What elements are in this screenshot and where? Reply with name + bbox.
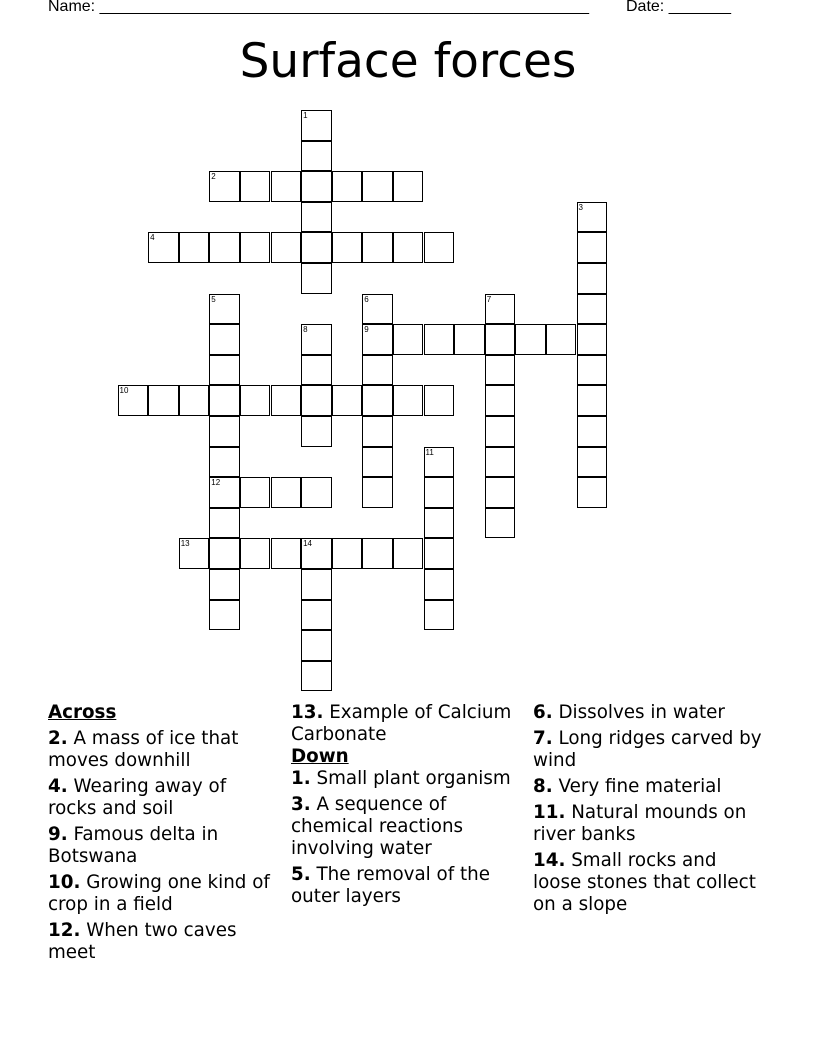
grid-cell[interactable] — [424, 447, 455, 478]
grid-cell[interactable] — [393, 385, 424, 416]
clue-number: 7. — [533, 728, 553, 749]
grid-cell[interactable] — [362, 385, 393, 416]
grid-cell[interactable] — [362, 477, 393, 508]
grid-cell[interactable] — [577, 355, 608, 386]
clue-across-4 — [48, 776, 280, 820]
grid-cell[interactable] — [209, 294, 240, 325]
grid-cell[interactable] — [362, 171, 393, 202]
clues-column-2 — [291, 702, 523, 912]
grid-cell[interactable] — [577, 263, 608, 294]
clue-across-12 — [48, 920, 280, 964]
grid-cell[interactable] — [301, 202, 332, 233]
grid-cell[interactable] — [393, 171, 424, 202]
clue-number: 2. — [48, 728, 68, 749]
grid-cell[interactable] — [271, 171, 302, 202]
grid-cell[interactable] — [301, 232, 332, 263]
grid-cell[interactable] — [240, 385, 271, 416]
cell-number: 3 — [578, 202, 583, 212]
grid-cell[interactable] — [179, 232, 210, 263]
grid-cell[interactable] — [301, 141, 332, 172]
clues-column-3 — [533, 702, 765, 920]
grid-cell[interactable] — [485, 447, 516, 478]
grid-cell[interactable] — [424, 508, 455, 539]
cell-number: 12 — [211, 478, 221, 488]
grid-cell[interactable] — [362, 232, 393, 263]
grid-cell[interactable] — [577, 447, 608, 478]
clue-text: Example of Calcium Carbonate — [291, 702, 512, 745]
grid-cell[interactable] — [424, 232, 455, 263]
clue-down-3 — [291, 794, 523, 860]
grid-cell[interactable] — [179, 538, 210, 569]
grid-cell[interactable] — [301, 600, 332, 631]
grid-cell[interactable] — [301, 110, 332, 141]
grid-cell[interactable] — [424, 600, 455, 631]
clue-down-8 — [533, 776, 765, 798]
grid-cell[interactable] — [301, 416, 332, 447]
clue-text: Famous delta in Botswana — [48, 824, 219, 867]
grid-cell[interactable] — [209, 508, 240, 539]
cell-number: 7 — [486, 294, 492, 304]
grid-cell[interactable] — [362, 447, 393, 478]
grid-cell[interactable] — [485, 477, 516, 508]
grid-cell[interactable] — [271, 232, 302, 263]
grid-cell[interactable] — [424, 477, 455, 508]
grid-cell[interactable] — [209, 569, 240, 600]
grid-cell[interactable] — [209, 538, 240, 569]
grid-cell[interactable] — [301, 661, 332, 692]
clue-number: 10. — [48, 872, 81, 893]
grid-cell[interactable] — [240, 232, 271, 263]
grid-cell[interactable] — [301, 630, 332, 661]
clue-text: When two caves meet — [48, 920, 237, 963]
grid-cell[interactable] — [515, 324, 546, 355]
grid-cell[interactable] — [393, 232, 424, 263]
clue-down-14 — [533, 850, 765, 916]
grid-cell[interactable] — [577, 385, 608, 416]
cell-number: 2 — [211, 172, 216, 182]
across-heading: Across — [48, 702, 117, 723]
grid-cell[interactable] — [424, 324, 455, 355]
grid-cell[interactable] — [362, 324, 393, 355]
clue-number: 1. — [291, 768, 311, 789]
grid-cell[interactable] — [424, 538, 455, 569]
clue-text: Very fine material — [558, 776, 722, 797]
grid-cell[interactable] — [485, 385, 516, 416]
grid-cell[interactable] — [393, 538, 424, 569]
clue-number: 9. — [48, 824, 68, 845]
cell-number: 6 — [364, 294, 369, 304]
cell-number: 8 — [303, 325, 308, 335]
clue-text: Wearing away of rocks and soil — [48, 776, 227, 819]
date-line[interactable]: _______ — [668, 0, 731, 15]
grid-cell[interactable] — [118, 385, 149, 416]
clue-down-5 — [291, 864, 523, 908]
clue-number: 3. — [291, 794, 311, 815]
grid-cell[interactable] — [240, 171, 271, 202]
page-title: Surface forces — [239, 34, 577, 89]
clue-text: A mass of ice that moves downhill — [48, 728, 239, 771]
grid-cell[interactable] — [209, 324, 240, 355]
grid-cell[interactable] — [209, 477, 240, 508]
clue-text: Small plant organism — [316, 768, 511, 789]
grid-cell[interactable] — [301, 569, 332, 600]
grid-cell[interactable] — [485, 324, 516, 355]
clue-text: Dissolves in water — [558, 702, 725, 723]
clue-number: 6. — [533, 702, 553, 723]
clue-text: Small rocks and loose stones that collect on a slope — [533, 850, 756, 915]
down-heading: Down — [291, 746, 349, 767]
clues-column-1 — [48, 702, 280, 968]
clue-number: 11. — [533, 802, 566, 823]
grid-cell[interactable] — [209, 416, 240, 447]
grid-cell[interactable] — [209, 171, 240, 202]
grid-cell[interactable] — [424, 385, 455, 416]
grid-cell[interactable] — [577, 477, 608, 508]
clue-text: A sequence of chemical reactions involving water — [291, 794, 464, 859]
clue-text: The removal of the outer layers — [291, 864, 490, 907]
grid-cell[interactable] — [332, 385, 363, 416]
cell-number: 9 — [364, 325, 369, 335]
grid-cell[interactable] — [271, 538, 302, 569]
cell-number: 13 — [180, 539, 190, 549]
grid-cell[interactable] — [424, 569, 455, 600]
grid-cell[interactable] — [485, 294, 516, 325]
name-label: Name: — [48, 0, 96, 15]
grid-cell[interactable] — [301, 355, 332, 386]
grid-cell[interactable] — [209, 355, 240, 386]
clue-across-10 — [48, 872, 280, 916]
clue-text: Growing one kind of crop in a field — [48, 872, 270, 915]
grid-cell[interactable] — [209, 232, 240, 263]
clue-number: 13. — [291, 702, 324, 723]
clue-down-1 — [291, 768, 523, 790]
clue-across-9 — [48, 824, 280, 868]
grid-cell[interactable] — [148, 232, 179, 263]
grid-cell[interactable] — [148, 385, 179, 416]
clue-number: 8. — [533, 776, 553, 797]
clue-across-2 — [48, 728, 280, 772]
cell-number: 5 — [211, 294, 216, 304]
grid-cell[interactable] — [485, 416, 516, 447]
clue-number: 5. — [291, 864, 311, 885]
grid-cell[interactable] — [240, 538, 271, 569]
grid-cell[interactable] — [362, 294, 393, 325]
cell-number: 4 — [150, 233, 155, 243]
grid-cell[interactable] — [362, 355, 393, 386]
grid-cell[interactable] — [271, 477, 302, 508]
grid-cell[interactable] — [332, 232, 363, 263]
grid-cell[interactable] — [301, 171, 332, 202]
cell-number: 1 — [303, 111, 308, 120]
grid-cell[interactable] — [577, 416, 608, 447]
date-label: Date: — [626, 0, 665, 15]
clue-down-7 — [533, 728, 765, 772]
grid-cell[interactable] — [454, 324, 485, 355]
grid-cell[interactable] — [209, 447, 240, 478]
grid-cell[interactable] — [485, 355, 516, 386]
clue-number: 4. — [48, 776, 68, 797]
cell-number: 11 — [425, 447, 434, 457]
clue-down-11 — [533, 802, 765, 846]
grid-cell[interactable] — [301, 385, 332, 416]
clue-number: 14. — [533, 850, 566, 871]
grid-cell[interactable] — [209, 600, 240, 631]
grid-cell[interactable] — [301, 263, 332, 294]
grid-cell[interactable] — [577, 294, 608, 325]
grid-cell[interactable] — [362, 416, 393, 447]
grid-cell[interactable] — [301, 477, 332, 508]
cell-number: 10 — [119, 386, 129, 396]
clue-text: Long ridges carved by wind — [533, 728, 762, 771]
grid-cell[interactable] — [179, 385, 210, 416]
grid-cell[interactable] — [332, 538, 363, 569]
cell-number: 14 — [303, 539, 312, 549]
name-line[interactable]: _______________________________________________________ — [99, 0, 589, 15]
grid-cell[interactable] — [485, 508, 516, 539]
grid-cell[interactable] — [577, 202, 608, 233]
clue-across-13 — [291, 702, 523, 746]
grid-cell[interactable] — [209, 385, 240, 416]
grid-cell[interactable] — [577, 232, 608, 263]
clue-text: Natural mounds on river banks — [533, 802, 747, 845]
grid-cell[interactable] — [240, 477, 271, 508]
clue-down-6 — [533, 702, 765, 724]
grid-cell[interactable] — [393, 324, 424, 355]
grid-cell[interactable] — [362, 538, 393, 569]
grid-cell[interactable] — [577, 324, 608, 355]
grid-cell[interactable] — [332, 171, 363, 202]
grid-cell[interactable] — [301, 538, 332, 569]
grid-cell[interactable] — [546, 324, 577, 355]
clue-number: 12. — [48, 920, 81, 941]
grid-cell[interactable] — [301, 324, 332, 355]
grid-cell[interactable] — [271, 385, 302, 416]
